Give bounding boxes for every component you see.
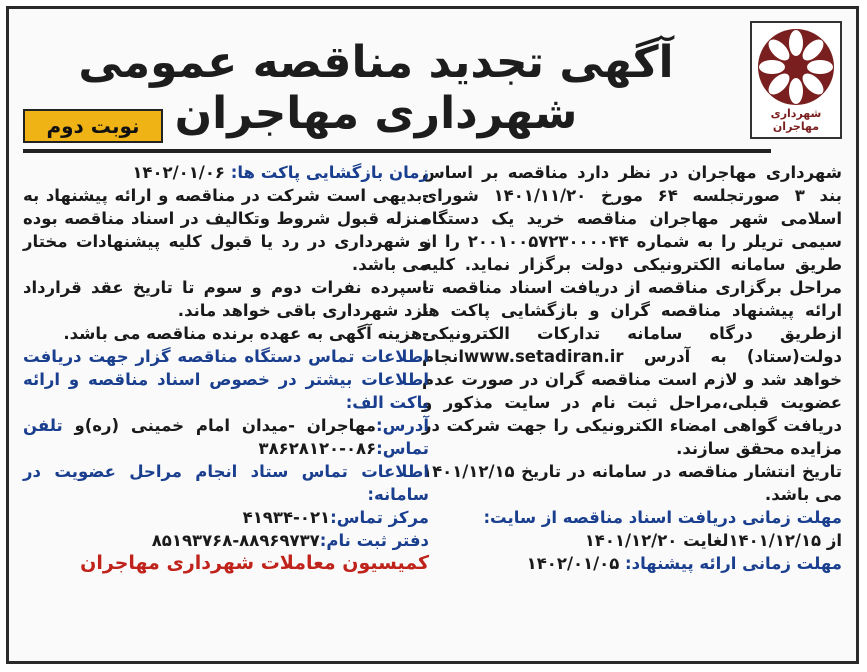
registration-office: دفتر ثبت نام:۸۸۹۶۹۷۳۷-۸۵۱۹۳۷۶۸ bbox=[151, 531, 429, 550]
note-deposit: -سپرده نفرات دوم و سوم تا تاریخ عقد قرارداد نزد شهرداری باقی خواهد ماند. bbox=[23, 278, 429, 320]
round-badge: نوبت دوم bbox=[23, 109, 163, 143]
opening-date: زمان بازگشایی پاکت ها: ۱۴۰۲/۰۱/۰۶ bbox=[132, 163, 429, 182]
contact-heading: اطلاعات تماس دستگاه مناقصه گزار جهت دریافت اطلاعات بیشتر در خصوص اسناد مناقصه و ارائه پاکت الف: bbox=[23, 347, 429, 412]
right-column bbox=[422, 161, 842, 575]
left-column bbox=[23, 161, 429, 575]
address-line: آدرس:مهاجران -میدان امام خمینی (ره)و تلفن تماس:۰۸۶-۳۸۶۲۸۱۲۰ bbox=[23, 416, 429, 458]
call-center: مرکز تماس:۰۲۱-۴۱۹۳۴ bbox=[242, 508, 429, 527]
note-conditions: -بدیهی است شرکت در مناقصه و ارائه پیشنهاد به منزله قبول شروط وتکالیف در اسناد مناقصه بوده و شهرداری در رد یا قبول کلیه پیشنهادات مختار می باشد. bbox=[23, 186, 429, 274]
rosette-icon bbox=[756, 27, 836, 107]
tender-description: شهرداری مهاجران در نظر دارد مناقصه بر اساس بند ۳ صورتجلسه ۶۴ مورخ ۱۴۰۱/۱۱/۲۰ شورای اسلامی شهر مهاجران مناقصه خرید یک دستگاه سیمی تریلر را به شماره ۲۰۰۱۰۰۵۷۲۳۰۰۰۰۴۴ را از طریق سامانه الکترونیکی دولت برگزار نماید. کلیه مراحل برگزاری مناقصه از دریافت اسناد مناقصه تا ارائه پیشنهاد مناقصه گران و بازگشایی پاکت ها ازطریق درگاه سامانه تدارکات الکترونیکی دولت(ستاد) به آدرس www.setadiran.irانجام خواهد شد و لازم است مناقصه گران در صورت عدم عضویت قبلی،مراحل ثبت نام در سایت مذکور و دریافت گواهی امضاء الکترونیکی را جهت شرکت در مزایده محقق سازند. bbox=[422, 163, 842, 458]
municipality-logo bbox=[750, 21, 842, 139]
offer-deadline: مهلت زمانی ارائه پیشنهاد: ۱۴۰۲/۰۱/۰۵ bbox=[526, 554, 842, 573]
setad-heading: اطلاعات تماس ستاد انجام مراحل عضویت در سامانه: bbox=[23, 462, 429, 504]
doc-deadline-label: مهلت زمانی دریافت اسناد مناقصه از سایت: bbox=[483, 508, 842, 527]
notice-frame bbox=[6, 6, 859, 664]
header-divider bbox=[23, 149, 771, 153]
note-fee: -هزینه آگهی به عهده برنده مناقصه می باشد. bbox=[63, 324, 429, 343]
logo-caption: شهرداری مهاجران bbox=[770, 107, 822, 133]
doc-deadline-value: از ۱۴۰۱/۱۲/۱۵لغایت ۱۴۰۱/۱۲/۲۰ bbox=[584, 531, 842, 550]
publish-date: تاریخ انتشار مناقصه در سامانه در تاریخ ۱۴۰۱/۱۲/۱۵ می باشد. bbox=[422, 462, 842, 504]
notice-title: آگهی تجدید مناقصه عمومی شهرداری مهاجران bbox=[78, 37, 674, 139]
setad-website[interactable]: www.setadiran.ir bbox=[464, 347, 624, 366]
commission-signature: کمیسیون معاملات شهرداری مهاجران bbox=[80, 552, 429, 574]
